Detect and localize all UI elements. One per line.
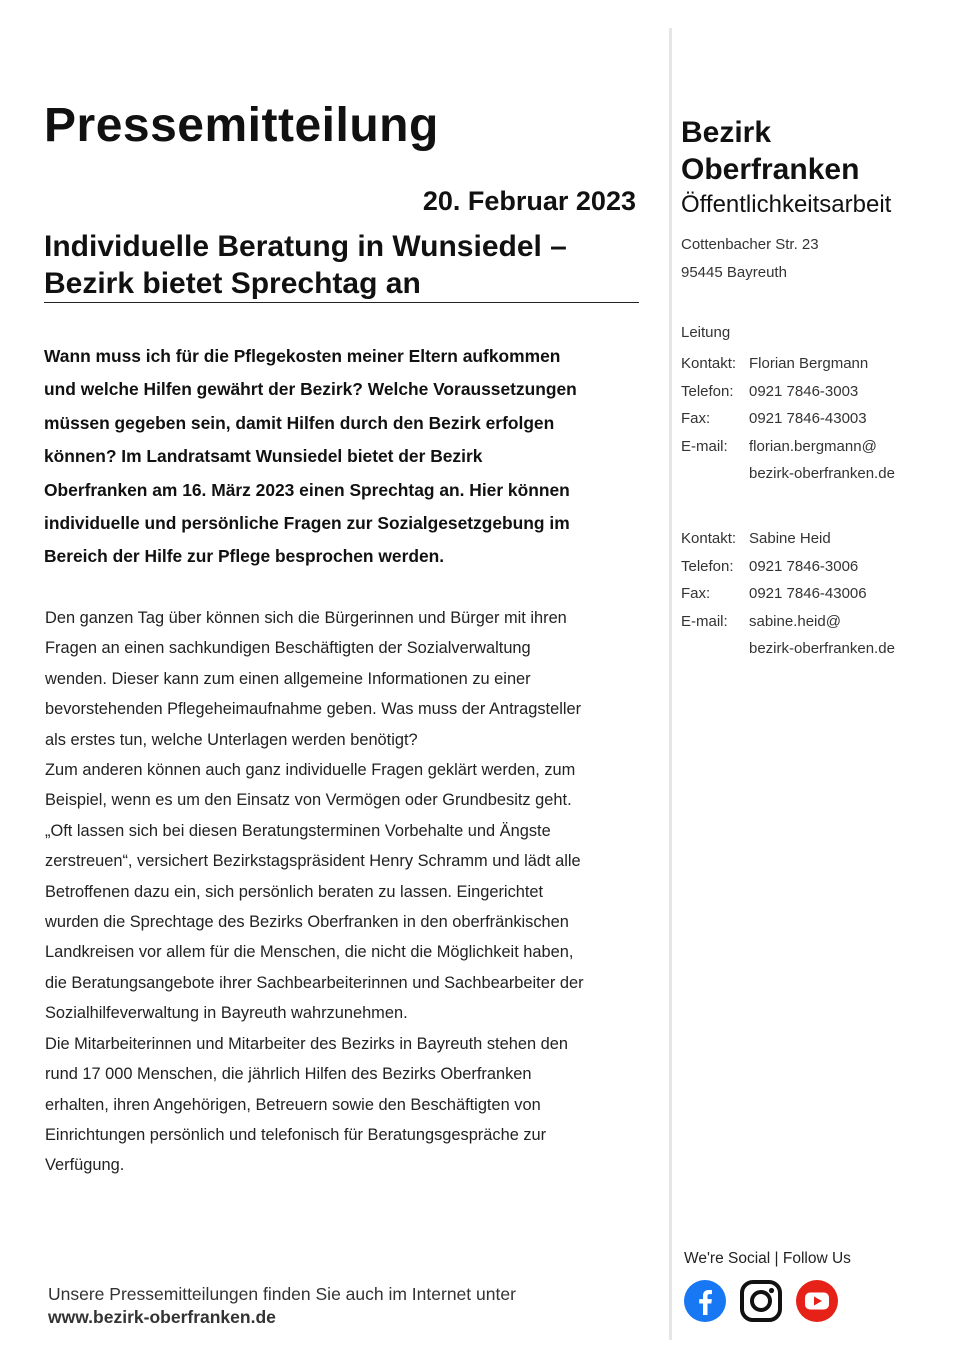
kontakt-label: Kontakt: [681, 530, 737, 547]
body-line: Fragen an einen sachkundigen Beschäftigten der Sozialverwaltung [45, 639, 531, 658]
body-line: Landkreisen vor allem für die Menschen, die nicht die Möglichkeit haben, [45, 943, 574, 962]
release-date: 20. Februar 2023 [422, 186, 636, 216]
body-line: wurden die Sprechtage des Bezirks Oberfranken in den oberfränkischen [45, 913, 569, 932]
body-line: „Oft lassen sich bei diesen Beratungsterminen Vorbehalte und Ängste [45, 821, 551, 840]
contact-fax: 0921 7846-43003 [749, 410, 867, 428]
contact-phone[interactable]: 0921 7846-3003 [749, 382, 859, 400]
body-line: Betroffenen dazu ein, sich persönlich beraten zu lassen. Eingerichtet [45, 882, 544, 901]
body-line: Sozialhilfeverwaltung in Bayreuth wahrzunehmen. [45, 1004, 408, 1023]
contact-block [681, 350, 895, 488]
kontakt-label: Kontakt: [681, 355, 737, 372]
body-text [45, 603, 645, 1181]
lead-line: individuelle und persönliche Fragen zur Sozialgesetzgebung im [44, 513, 570, 534]
body-line: als erstes tun, welche Unterlagen werden benötigt? [45, 730, 418, 749]
contact-email[interactable]: florian.bergmann@ [749, 437, 877, 455]
body-line: wenden. Dieser kann zum einen allgemeine Informationen zu einer [45, 669, 531, 688]
contact-name: Florian Bergmann [749, 355, 869, 372]
fax-label: Fax: [681, 410, 711, 428]
headline [44, 228, 638, 302]
page-title: Pressemitteilung [44, 99, 439, 152]
body-line: Die Mitarbeiterinnen und Mitarbeiter des Bezirks in Bayreuth stehen den [45, 1034, 568, 1053]
lead-line: und welche Hilfen gewährt der Bezirk? Welche Voraussetzungen [44, 379, 577, 400]
address [681, 231, 819, 287]
body-line: rund 17 000 Menschen, die jährlich Hilfen des Bezirks Oberfranken [45, 1065, 532, 1084]
telefon-label: Telefon: [681, 382, 734, 400]
address-street: Cottenbacher Str. 23 [681, 236, 819, 253]
body-line: erhalten, ihren Angehörigen, Betreuern sowie den Beschäftigten von [45, 1095, 541, 1114]
lead-line: Bereich der Hilfe zur Pflege besprochen werden. [44, 546, 445, 567]
body-line: bevorstehenden Pflegeheimaufnahme geben. Was muss der Antragsteller [45, 700, 582, 719]
contact-fax: 0921 7846-43006 [749, 585, 867, 603]
headline-divider [44, 302, 639, 303]
department-name: Öffentlichkeitsarbeit [681, 191, 892, 218]
contact-name: Sabine Heid [749, 530, 831, 547]
email-label: E-mail: [681, 612, 728, 630]
contact-email-domain[interactable]: bezirk-oberfranken.de [749, 640, 895, 658]
headline-line: Bezirk bietet Sprechtag an [44, 267, 421, 300]
body-line: Einrichtungen persönlich und telefonisch für Beratungsgespräche zur [45, 1125, 547, 1144]
instagram-icon[interactable] [739, 1279, 783, 1323]
contact-email-domain[interactable]: bezirk-oberfranken.de [749, 465, 895, 483]
organization-name [681, 114, 859, 188]
lead-line: Wann muss ich für die Pflegekosten meiner Eltern aufkommen [44, 346, 561, 366]
contact-email[interactable]: sabine.heid@ [749, 612, 841, 630]
lead-line: müssen gegeben sein, damit Hilfen durch den Bezirk erfolgen [44, 412, 555, 433]
social-label: We're Social | Follow Us [684, 1250, 851, 1267]
address-city: 95445 Bayreuth [681, 264, 787, 281]
social-links [683, 1279, 839, 1323]
contact-block [681, 525, 895, 663]
telefon-label: Telefon: [681, 557, 734, 575]
organization-name-line: Oberfranken [681, 153, 860, 186]
email-label: E-mail: [681, 437, 728, 455]
footer-website-link[interactable]: www.bezirk-oberfranken.de [48, 1307, 276, 1327]
leitung-label: Leitung [681, 324, 731, 341]
body-line: zerstreuen“, versichert Bezirkstagspräsident Henry Schramm und lädt alle [45, 852, 581, 871]
body-line: Verfügung. [45, 1156, 125, 1175]
fax-label: Fax: [681, 585, 711, 603]
body-line: Den ganzen Tag über können sich die Bürgerinnen und Bürger mit ihren [45, 609, 567, 627]
organization-name-line: Bezirk [681, 116, 772, 149]
footer-note [48, 1283, 516, 1329]
lead-paragraph [44, 340, 644, 574]
lead-line: können? Im Landratsamt Wunsiedel bietet der Bezirk [44, 446, 483, 467]
youtube-icon[interactable] [795, 1279, 839, 1323]
lead-line: Oberfranken am 16. März 2023 einen Sprechtag an. Hier können [44, 479, 570, 500]
contact-phone[interactable]: 0921 7846-3006 [749, 557, 859, 575]
body-line: Zum anderen können auch ganz individuelle Fragen geklärt werden, zum [45, 761, 576, 780]
facebook-icon[interactable] [683, 1279, 727, 1323]
body-line: die Beratungsangebote ihrer Sachbearbeiterinnen und Sachbearbeiter der [45, 973, 584, 992]
body-line: Beispiel, wenn es um den Einsatz von Vermögen oder Grundbesitz geht. [45, 791, 572, 810]
headline-line: Individuelle Beratung in Wunsiedel – [44, 230, 567, 263]
column-divider [669, 28, 672, 1340]
footer-text: Unsere Pressemitteilungen finden Sie auch im Internet unter [48, 1284, 516, 1304]
